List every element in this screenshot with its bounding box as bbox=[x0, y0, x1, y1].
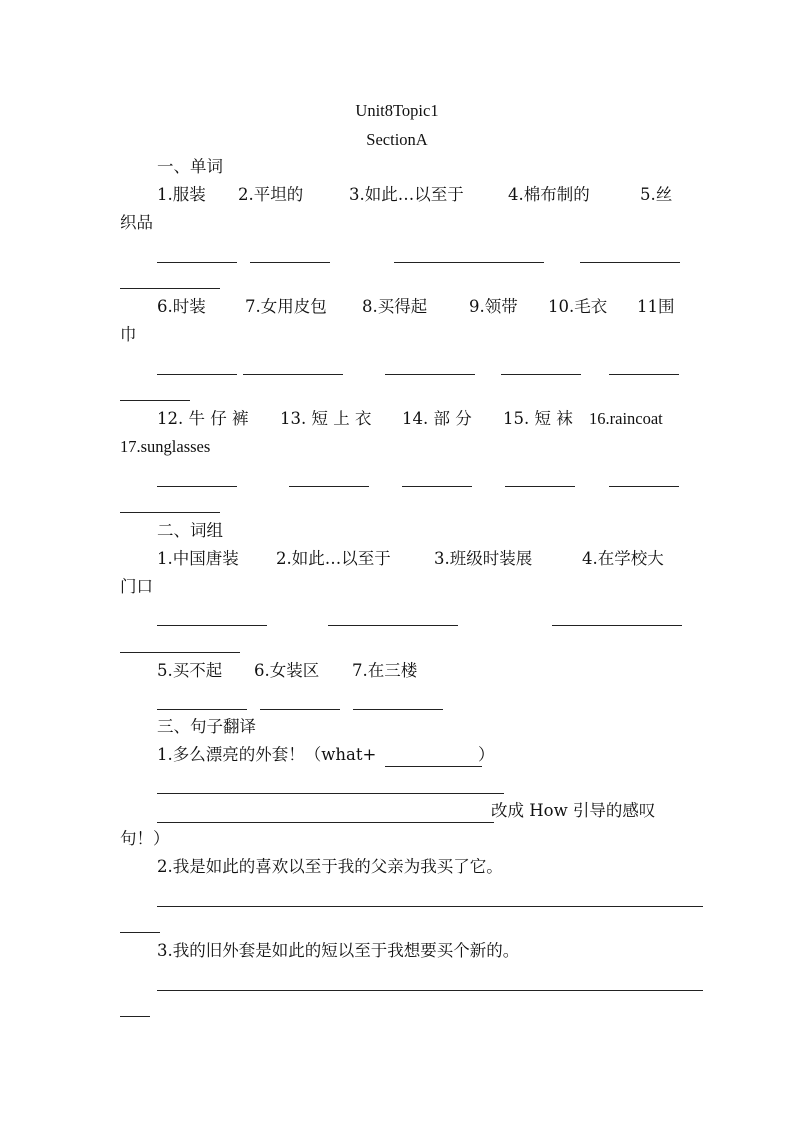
word-item: 6.时装 bbox=[157, 297, 206, 316]
answer-blank[interactable] bbox=[609, 486, 679, 487]
word-item: 9.领带 bbox=[469, 297, 518, 316]
section-heading-words: 一、单词 bbox=[157, 157, 223, 176]
word-item-continuation: 巾 bbox=[120, 325, 137, 344]
question-1-note: 改成 How 引导的感叹 bbox=[491, 801, 656, 820]
answer-blank[interactable] bbox=[385, 766, 482, 767]
word-item: 7.女用皮包 bbox=[245, 297, 327, 316]
word-item: 2.平坦的 bbox=[238, 185, 304, 204]
word-item: 14. 部 分 bbox=[402, 409, 472, 428]
phrase-item: 2.如此…以至于 bbox=[276, 549, 391, 568]
answer-line[interactable] bbox=[157, 906, 703, 907]
word-item: 12. 牛 仔 裤 bbox=[157, 409, 249, 428]
phrase-item: 4.在学校大 bbox=[582, 549, 664, 568]
answer-blank[interactable] bbox=[260, 709, 340, 710]
answer-blank[interactable] bbox=[552, 625, 682, 626]
page-subtitle: SectionA bbox=[366, 130, 428, 149]
word-item: 1.服装 bbox=[157, 185, 206, 204]
question-1-close: ） bbox=[478, 745, 495, 764]
answer-blank[interactable] bbox=[120, 652, 240, 653]
answer-line[interactable] bbox=[157, 822, 494, 823]
answer-blank[interactable] bbox=[157, 709, 247, 710]
phrase-item: 5.买不起 bbox=[157, 661, 223, 680]
answer-blank[interactable] bbox=[289, 486, 369, 487]
question-3: 3.我的旧外套是如此的短以至于我想要买个新的。 bbox=[157, 941, 520, 960]
phrase-item: 7.在三楼 bbox=[352, 661, 418, 680]
question-2: 2.我是如此的喜欢以至于我的父亲为我买了它。 bbox=[157, 857, 503, 876]
answer-blank[interactable] bbox=[402, 486, 472, 487]
answer-blank[interactable] bbox=[609, 374, 679, 375]
answer-blank[interactable] bbox=[394, 262, 544, 263]
word-item: 3.如此…以至于 bbox=[349, 185, 464, 204]
answer-line[interactable] bbox=[120, 1016, 150, 1017]
answer-blank[interactable] bbox=[243, 374, 343, 375]
question-1: 1.多么漂亮的外套！（what+ bbox=[157, 745, 377, 764]
word-item-continuation: 织品 bbox=[120, 213, 153, 232]
answer-blank[interactable] bbox=[120, 400, 190, 401]
phrase-item: 3.班级时装展 bbox=[434, 549, 533, 568]
word-item: 17.sunglasses bbox=[120, 437, 211, 456]
answer-line[interactable] bbox=[157, 793, 504, 794]
word-item: 13. 短 上 衣 bbox=[280, 409, 372, 428]
word-item: 11围 bbox=[637, 297, 675, 316]
word-item: 8.买得起 bbox=[362, 297, 428, 316]
section-heading-phrases: 二、词组 bbox=[157, 521, 223, 540]
answer-line[interactable] bbox=[157, 990, 703, 991]
answer-blank[interactable] bbox=[157, 262, 237, 263]
answer-blank[interactable] bbox=[580, 262, 680, 263]
word-item: 4.棉布制的 bbox=[508, 185, 590, 204]
answer-blank[interactable] bbox=[250, 262, 330, 263]
phrase-item: 1.中国唐装 bbox=[157, 549, 239, 568]
word-item: 5.丝 bbox=[640, 185, 673, 204]
word-item: 15. 短 袜 bbox=[503, 409, 573, 428]
phrase-item-continuation: 门口 bbox=[120, 577, 153, 596]
question-1-note-continuation: 句！） bbox=[120, 829, 170, 848]
answer-blank[interactable] bbox=[385, 374, 475, 375]
answer-blank[interactable] bbox=[120, 288, 220, 289]
answer-blank[interactable] bbox=[157, 374, 237, 375]
answer-blank[interactable] bbox=[353, 709, 443, 710]
phrase-item: 6.女装区 bbox=[254, 661, 320, 680]
answer-blank[interactable] bbox=[501, 374, 581, 375]
answer-line[interactable] bbox=[120, 932, 160, 933]
answer-blank[interactable] bbox=[157, 486, 237, 487]
answer-blank[interactable] bbox=[505, 486, 575, 487]
word-item: 16.raincoat bbox=[589, 409, 663, 428]
answer-blank[interactable] bbox=[157, 625, 267, 626]
page-title: Unit8Topic1 bbox=[355, 101, 439, 120]
section-heading-translation: 三、句子翻译 bbox=[157, 717, 256, 736]
answer-blank[interactable] bbox=[328, 625, 458, 626]
answer-blank[interactable] bbox=[120, 512, 220, 513]
word-item: 10.毛衣 bbox=[548, 297, 608, 316]
